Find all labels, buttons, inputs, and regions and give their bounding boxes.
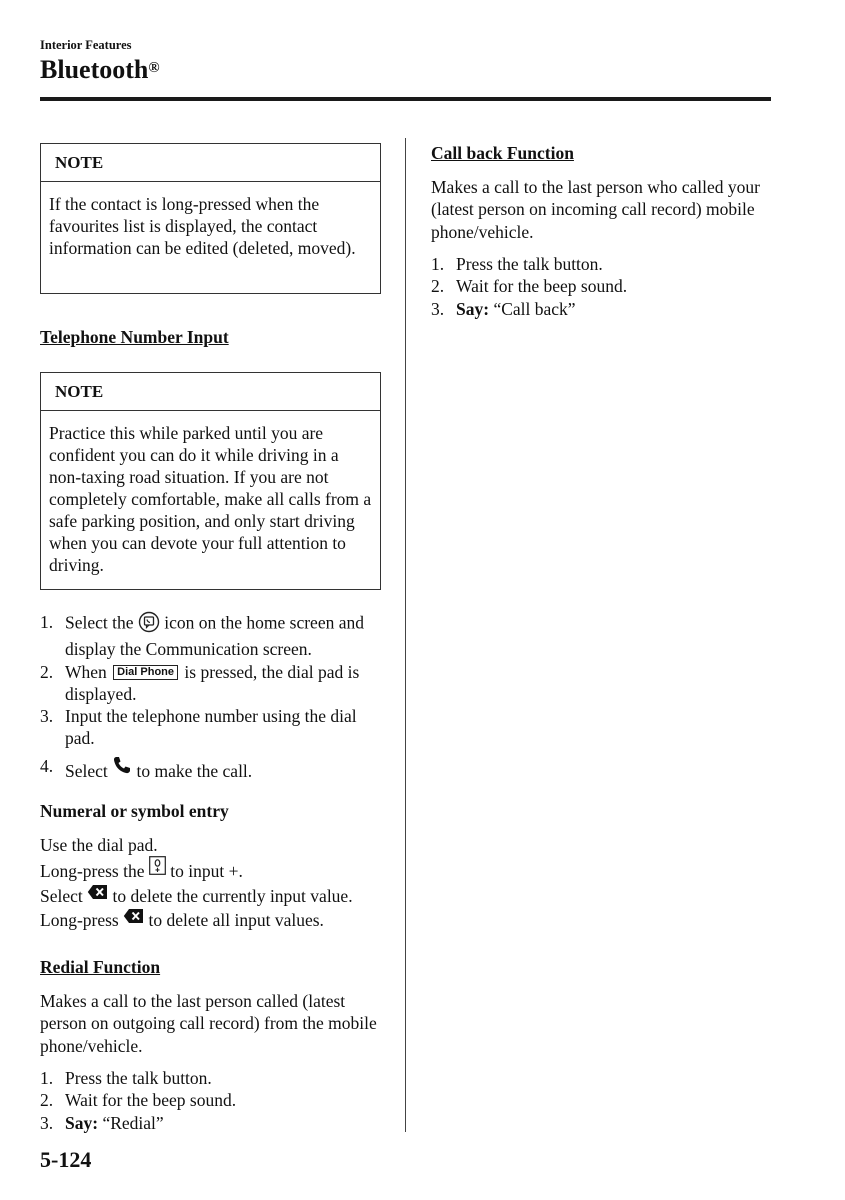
note-text: Practice this while parked until you are confident you can do it while driving in a non-taxing road situation. If you are not completely comfortable, make all calls from a safe parking position, and only start driving when you can devote your full attention to driving.	[49, 423, 372, 575]
step-number: 2.	[40, 661, 54, 682]
line-text: to delete all input values.	[148, 909, 324, 930]
step-text: to make the call.	[136, 760, 253, 781]
numeral-line	[40, 883, 385, 907]
dial-phone-button: Dial Phone	[113, 665, 178, 680]
numeral-line	[40, 856, 385, 882]
communication-icon	[138, 611, 160, 638]
backspace-icon	[123, 907, 144, 929]
page-title	[40, 55, 160, 85]
list-item	[40, 755, 385, 782]
list-item	[431, 298, 776, 320]
step-number: 3.	[40, 706, 54, 727]
list-item	[40, 661, 385, 706]
list-item	[40, 1089, 385, 1111]
note-heading: NOTE	[41, 144, 380, 182]
step-number: 1.	[40, 612, 54, 632]
redial-steps	[40, 1067, 385, 1134]
list-item	[40, 705, 385, 750]
step-number: 3.	[431, 298, 445, 319]
line-text: Long-press the	[40, 861, 145, 882]
call-back-description: Makes a call to the last person who called your (latest person on incoming call record) mobile phone/vehicle.	[431, 177, 760, 242]
say-label: Say:	[456, 298, 490, 319]
telephone-number-input-heading: Telephone Number Input	[40, 327, 229, 347]
step-text: Input the telephone number using the dial pad.	[65, 706, 357, 749]
page-number: 5-124	[40, 1147, 92, 1172]
line-text: to delete the currently input value.	[112, 885, 353, 906]
title-rule	[40, 97, 771, 101]
step-text: is pressed, the dial pad is displayed.	[65, 661, 360, 704]
numeral-line: Use the dial pad.	[40, 835, 158, 855]
list-item	[431, 253, 776, 275]
step-text: Select the	[65, 612, 134, 633]
say-label: Say:	[65, 1112, 99, 1133]
step-text: icon on the home screen and display the Communication screen.	[65, 612, 364, 660]
step-number: 2.	[40, 1090, 54, 1111]
step-number: 1.	[40, 1068, 54, 1088]
telephone-steps	[40, 611, 385, 782]
list-item	[40, 1067, 385, 1089]
call-back-function-heading: Call back Function	[431, 143, 574, 163]
numeral-entry-text	[40, 834, 385, 931]
step-number: 3.	[40, 1112, 54, 1133]
section-label: Interior Features	[40, 38, 132, 52]
step-text: When	[65, 661, 107, 682]
step-text: Press the talk button.	[456, 254, 603, 274]
line-text: Long-press	[40, 909, 119, 930]
phone-handset-icon	[112, 755, 132, 780]
step-text: “Redial”	[102, 1112, 164, 1133]
call-back-steps	[431, 253, 776, 320]
numeral-entry-heading: Numeral or symbol entry	[40, 801, 229, 821]
list-item	[40, 1112, 385, 1134]
redial-function-heading: Redial Function	[40, 957, 161, 977]
list-item	[40, 611, 385, 661]
step-text: Press the talk button.	[65, 1068, 212, 1088]
zero-plus-key-icon	[149, 856, 166, 880]
numeral-line	[40, 907, 385, 931]
note-heading: NOTE	[41, 373, 380, 411]
note-box-favourites	[40, 143, 381, 294]
registered-mark: ®	[148, 60, 160, 76]
step-number: 2.	[431, 276, 445, 297]
line-text: Select	[40, 885, 83, 906]
step-text: Select	[65, 760, 108, 781]
step-text: Wait for the beep sound.	[456, 276, 628, 297]
step-number: 4.	[40, 755, 54, 776]
redial-description: Makes a call to the last person called (latest person on outgoing call record) from the mobile phone/vehicle.	[40, 991, 377, 1056]
note-box-safety	[40, 372, 381, 590]
backspace-icon	[87, 883, 108, 905]
line-text: to input +.	[170, 861, 243, 882]
page-title-text: Bluetooth	[40, 55, 149, 84]
step-number: 1.	[431, 254, 445, 274]
step-text: Wait for the beep sound.	[65, 1090, 237, 1111]
list-item	[431, 275, 776, 297]
step-text: “Call back”	[493, 298, 576, 319]
column-divider	[405, 138, 406, 1132]
note-text: If the contact is long-pressed when the favourites list is displayed, the contact information can be edited (deleted, moved).	[49, 194, 356, 258]
